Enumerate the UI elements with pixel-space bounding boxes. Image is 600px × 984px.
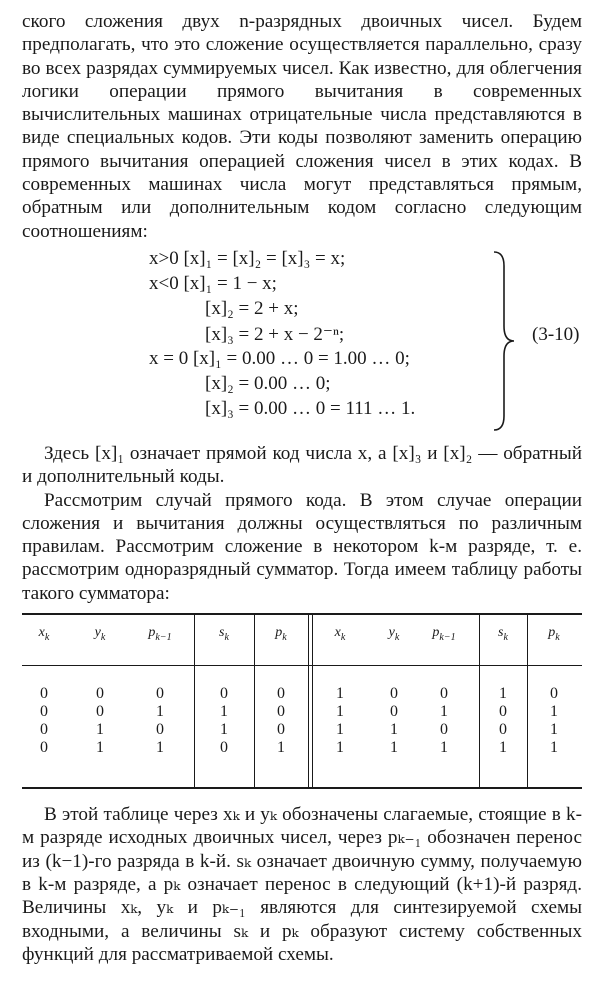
table-cell: 1 [96,739,104,757]
table-header-cell: $p_{k-1}$ [432,625,456,643]
table-cell: 0 [156,685,164,703]
table-cell: 1 [440,739,448,757]
table-cell: 1 [550,721,558,739]
table-cell: 1 [156,703,164,721]
table-cell: 1 [390,721,398,739]
table-cell: 0 [40,685,48,703]
equation-3-10 [22,248,582,434]
table-header-cell: $y_k$ [388,625,400,643]
table-cell: 1 [336,721,344,739]
table-cell: 1 [440,703,448,721]
table-cell: 1 [336,685,344,703]
table-cell: 1 [220,703,228,721]
table-cell: 1 [336,703,344,721]
table-cell: 0 [40,703,48,721]
table-cell: 0 [156,721,164,739]
table-cell: 0 [96,685,104,703]
equation-number: (3-10) [532,323,580,345]
paragraph-direct-code: Рассмотрим случай прямого кода. В этом случае операции сложения и вычитания должны осуществляться по различным правилам. Рассмотрим сложение в некотором k-м разряде, т. е. рассмотрим одноразрядный сумматор. Тогда имеем таблицу работы такого сумматора: [22,489,582,604]
table-header-cell: $p_k$ [275,625,287,643]
table-cell: 1 [499,685,507,703]
equation-line: x>0 [x]₁ = [x]₂ = [x]₃ = x; [149,247,346,269]
table-header-cell: $x_k$ [38,625,50,643]
table-cell: 1 [96,721,104,739]
table-cell: 1 [499,739,507,757]
equation-line: [x]₃ = 2 + x − 2⁻ⁿ; [205,323,345,345]
table-header-cell: $p_k$ [548,625,560,643]
table-cell: 0 [390,703,398,721]
table-cell: 1 [336,739,344,757]
equation-line: [x]₂ = 2 + x; [205,297,299,319]
table-cell: 0 [499,721,507,739]
table-cell: 0 [40,739,48,757]
document-page [22,10,582,966]
table-cell: 0 [220,739,228,757]
right-brace-icon [492,248,522,434]
table-cell: 0 [277,703,285,721]
table-cell: 0 [277,721,285,739]
table-header-cell: $y_k$ [94,625,106,643]
table-cell: 0 [390,685,398,703]
table-cell: 0 [277,685,285,703]
table-header-cell: $p_{k-1}$ [148,625,172,643]
table-cell: 0 [220,685,228,703]
table-cell: 0 [440,685,448,703]
table-cell: 0 [440,721,448,739]
table-cell: 1 [220,721,228,739]
table-cell: 0 [499,703,507,721]
equation-line: x = 0 [x]₁ = 0.00 … 0 = 1.00 … 0; [149,347,410,369]
paragraph-codes: Здесь [x]₁ означает прямой код числа x, а [x]₃ и [x]₂ — обратный и дополнительный коды. [22,442,582,488]
table-cell: 1 [550,739,558,757]
table-header-cell: $s_k$ [498,625,508,643]
equation-line: x<0 [x]₁ = 1 − x; [149,272,277,294]
table-cell: 0 [96,703,104,721]
table-cell: 1 [277,739,285,757]
table-cell: 0 [550,685,558,703]
equation-line: [x]₂ = 0.00 … 0; [205,372,331,394]
table-cell: 1 [156,739,164,757]
table-header-cell: $x_k$ [334,625,346,643]
adder-truth-table [22,613,582,789]
equation-line: [x]₃ = 0.00 … 0 = 111 … 1. [205,397,416,419]
table-cell: 0 [40,721,48,739]
paragraph-explanation: В этой таблице через xₖ и yₖ обозначены слагаемые, стоящие в k-м разряде исходных двоичных чисел, через pₖ₋₁ обозначен перенос из (k−1)-го разряда в k-й. sₖ означает двоичную сумму, получаемую в k-м разряде, а pₖ означает перенос в следующий (k+1)-й разряд. Величины xₖ, yₖ и pₖ₋₁ являются для синтезируемой схемы входными, а величины sₖ и pₖ образуют систему собственных функций для рассматриваемой схемы. [22,804,582,965]
table-cell: 1 [390,739,398,757]
paragraph-intro: ского сложения двух n-разрядных двоичных чисел. Будем предполагать, что это сложение осуществляется параллельно, сразу во всех разрядах суммируемых чисел. Как известно, для облегчения логики операции прямого вычитания в современных вычислительных машинах отрицательные числа представляются в виде специальных кодов. Эти коды позволяют заменить операцию прямого вычитания операцией сложения чисел в этих кодах. В современных машинах числа могут представляться прямым, обратным или дополнительным кодом согласно следующим соотношениям: [22,11,582,242]
table-header-cell: $s_k$ [219,625,229,643]
table-cell: 1 [550,703,558,721]
